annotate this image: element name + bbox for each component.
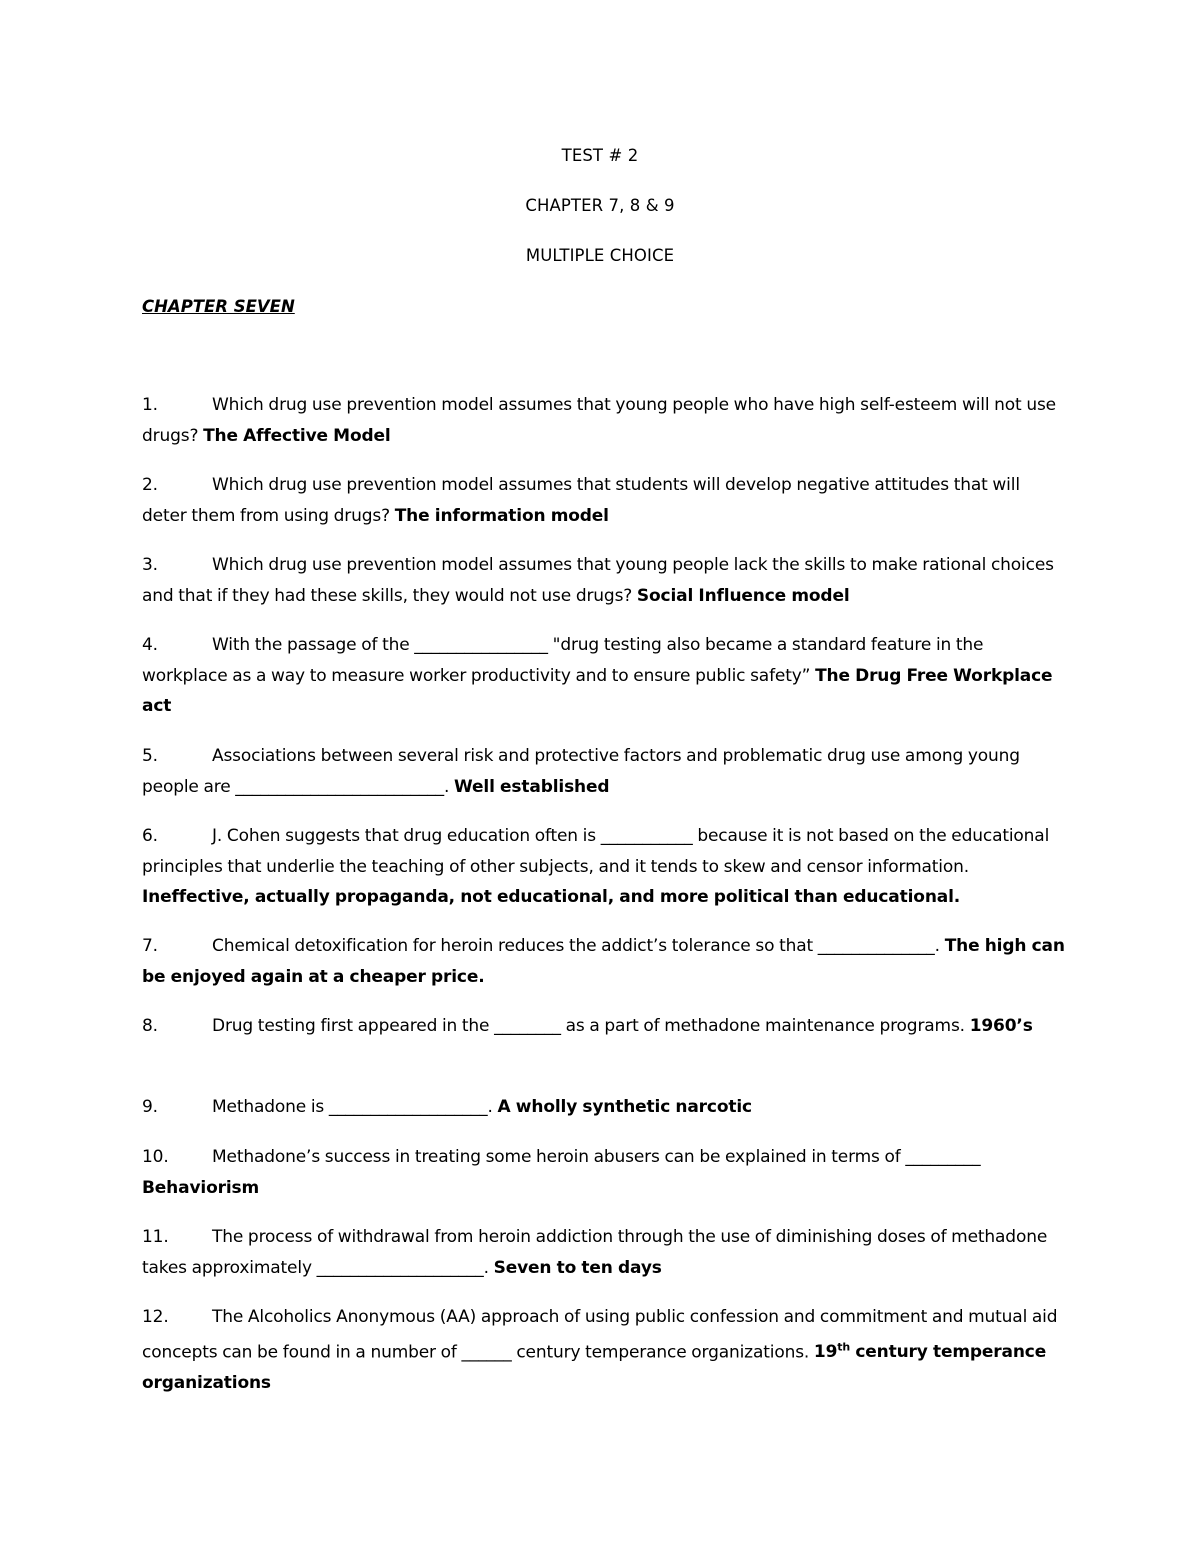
question-text: Which drug use prevention model assumes that young people who have high self-esteem will not use drugs?	[142, 395, 1056, 446]
format-line: MULTIPLE CHOICE	[525, 246, 675, 265]
question-10	[142, 1142, 1067, 1203]
question-7	[142, 931, 1067, 992]
question-4	[142, 630, 1067, 722]
question-answer: The high can be enjoyed again at a cheaper price.	[142, 936, 1065, 987]
question-number: 11.	[142, 1227, 169, 1247]
question-number: 12.	[142, 1307, 169, 1327]
question-2	[142, 470, 1067, 531]
chapters-line: CHAPTER 7, 8 & 9	[525, 196, 675, 215]
question-5	[142, 741, 1067, 802]
answer-ordinal-suffix: th	[837, 1340, 851, 1354]
question-text: Methadone is ___________________.	[212, 1097, 493, 1117]
question-text: The Alcoholics Anonymous (AA) approach of using public confession and commitment and mutual aid concepts can be found in a number of ______ century temperance organizations.	[142, 1307, 1058, 1363]
question-3	[142, 550, 1067, 611]
question-answer: Social Influence model	[636, 585, 850, 606]
question-number: 5.	[142, 746, 158, 766]
question-11	[142, 1222, 1067, 1283]
question-text: Associations between several risk and protective factors and problematic drug use among young people are _________________________.	[142, 746, 1020, 797]
question-answer: 1960’s	[969, 1016, 1033, 1036]
question-answer: Behaviorism	[142, 1177, 260, 1198]
question-answer: Seven to ten days	[493, 1257, 662, 1278]
question-text: Drug testing first appeared in the ________ as a part of methadone maintenance programs.	[212, 1016, 965, 1036]
question-8	[142, 1011, 1067, 1042]
question-9	[142, 1092, 1067, 1123]
answer-ordinal: 19	[813, 1342, 838, 1363]
question-number: 1.	[142, 395, 158, 415]
question-number: 6.	[142, 826, 158, 846]
question-text: Methadone’s success in treating some heroin abusers can be explained in terms of _________	[212, 1147, 981, 1167]
question-6	[142, 821, 1067, 913]
question-answer: Well established	[454, 776, 610, 797]
question-text: Which drug use prevention model assumes that students will develop negative attitudes that will deter them from using drugs?	[142, 475, 1020, 526]
question-number: 8.	[142, 1016, 158, 1036]
answer-rest: century temperance organizations	[142, 1342, 1047, 1393]
question-number: 10.	[142, 1147, 169, 1167]
question-text: The process of withdrawal from heroin addiction through the use of diminishing doses of methadone takes approximately ____________________.	[142, 1227, 1048, 1278]
question-text: J. Cohen suggests that drug education often is ___________ because it is not based on the educational principles that underlie the teaching of other subjects, and it tends to skew and censor information.	[142, 826, 1050, 877]
question-number: 2.	[142, 475, 158, 495]
question-text: Which drug use prevention model assumes that young people lack the skills to make rational choices and that if they had these skills, they would not use drugs?	[142, 555, 1054, 606]
question-answer: Ineffective, actually propaganda, not educational, and more political than educational.	[142, 887, 961, 907]
question-number: 3.	[142, 555, 158, 575]
section-heading: CHAPTER SEVEN	[142, 297, 295, 316]
test-title: TEST # 2	[561, 146, 639, 165]
question-answer: The Affective Model	[203, 425, 391, 446]
question-1	[142, 390, 1067, 451]
question-12	[142, 1302, 1067, 1398]
question-number: 7.	[142, 936, 158, 956]
question-text: Chemical detoxification for heroin reduces the addict’s tolerance so that ______________.	[212, 936, 940, 956]
question-answer: A wholly synthetic narcotic	[497, 1097, 752, 1117]
question-answer: The Drug Free Workplace act	[142, 665, 1053, 716]
question-number: 4.	[142, 635, 158, 655]
question-answer: The information model	[394, 505, 609, 526]
question-number: 9.	[142, 1097, 158, 1117]
question-text: With the passage of the ________________ "drug testing also became a standard feature in the workplace as a way to measure worker productivity and to ensure public safety”	[142, 635, 984, 686]
